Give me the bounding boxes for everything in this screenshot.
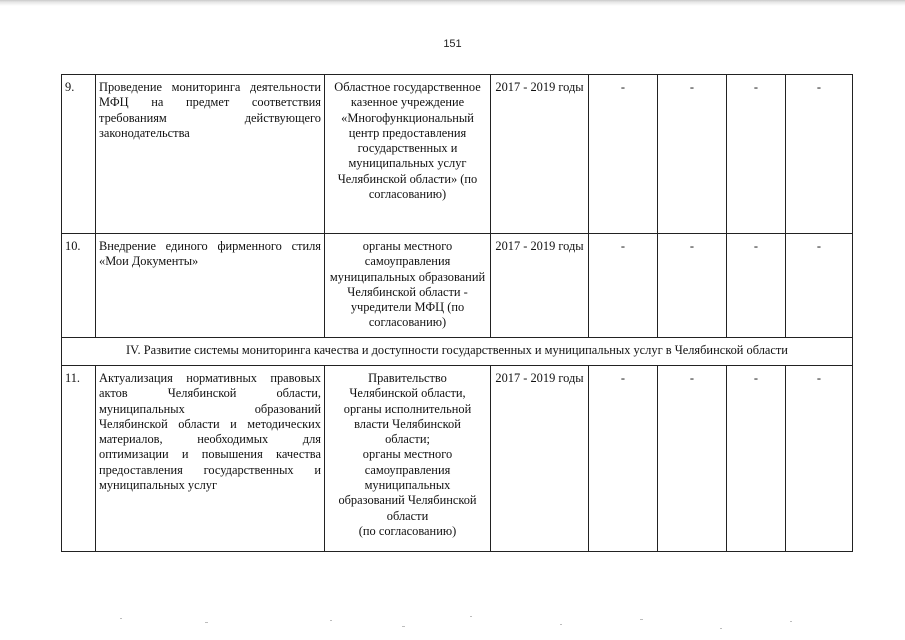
executor-line: власти Челябинской [354, 416, 461, 431]
value-cell: - [727, 75, 786, 234]
executor-line: области; [385, 432, 430, 447]
measures-table [61, 74, 853, 552]
measure-text: Внедрение единого фирменного стиля «Мои Документы» [96, 234, 325, 338]
term-text: 2017 - 2019 годы [491, 366, 589, 552]
measure-text: Проведение мониторинга деятельности МФЦ на предмет соответствия требованиям действующего законодательства [96, 75, 325, 234]
executor-line: образований Челябинской [338, 493, 477, 508]
executor-line: области [386, 508, 429, 523]
value-cell: - [589, 366, 658, 552]
value-cell: - [589, 234, 658, 338]
value-cell: - [658, 234, 727, 338]
row-number: 9. [62, 75, 96, 234]
executor-text: Областное государственное казенное учреждение «Многофункциональный центр предоставления государственных и муниципальных услуг Челябинской области» (по согласованию) [325, 75, 491, 234]
scan-noise [0, 600, 905, 640]
executor-line: Правительство [368, 371, 447, 385]
executor-line: муниципальных [364, 478, 451, 493]
value-cell: - [727, 234, 786, 338]
term-text: 2017 - 2019 годы [491, 234, 589, 338]
executor-line: Челябинской области, [349, 386, 466, 401]
table-row [62, 366, 853, 552]
executor-text: органы местного самоуправления муниципальных образований Челябинской области - учредители МФЦ (по согласованию) [325, 234, 491, 338]
term-text: 2017 - 2019 годы [491, 75, 589, 234]
value-cell: - [589, 75, 658, 234]
executor-line: органы исполнительной [343, 401, 472, 416]
scan-edge-shadow [0, 0, 905, 6]
section-row [62, 338, 853, 366]
value-cell: - [786, 234, 853, 338]
row-number: 10. [62, 234, 96, 338]
page-number: 151 [443, 38, 462, 50]
value-cell: - [727, 366, 786, 552]
value-cell: - [786, 75, 853, 234]
table-row [62, 234, 853, 338]
value-cell: - [658, 75, 727, 234]
executor-text [325, 366, 491, 552]
executor-line: самоуправления [364, 462, 451, 477]
value-cell: - [786, 366, 853, 552]
row-number: 11. [62, 366, 96, 552]
section-title: IV. Развитие системы мониторинга качества и доступности государственных и муниципальных услуг в Челябинской области [62, 338, 853, 366]
executor-line: органы местного [362, 447, 453, 462]
executor-line: (по согласованию) [358, 523, 457, 538]
table-row [62, 75, 853, 234]
value-cell: - [658, 366, 727, 552]
measure-text: Актуализация нормативных правовых актов Челябинской области, муниципальных образований Челябинской области и методических материалов, необходимых для оптимизации и повышения качества предоставления государственных и муниципальных услуг [96, 366, 325, 552]
